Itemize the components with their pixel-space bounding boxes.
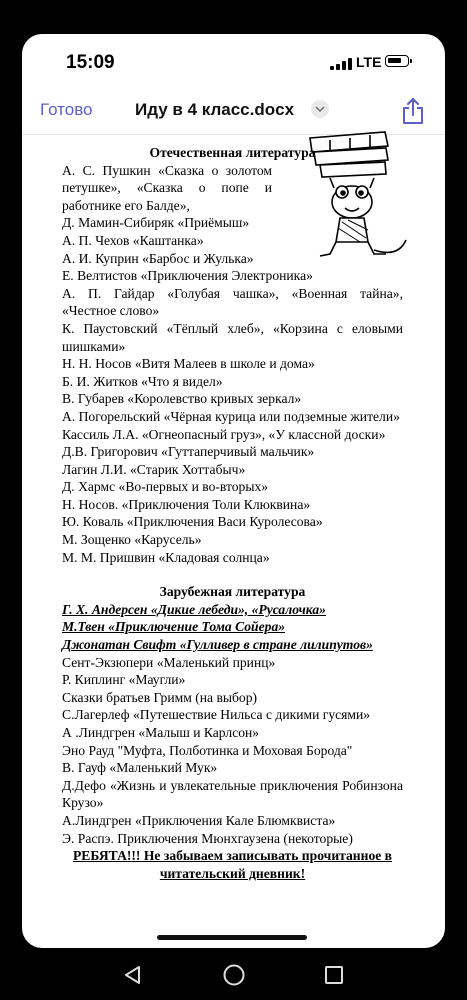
document-title[interactable]: Иду в 4 класс.docx bbox=[135, 100, 295, 119]
book-line: А. П. Гайдар «Голубая чашка», «Военная тайна», «Честное слово» bbox=[62, 285, 403, 319]
book-line: Н. Н. Носов «Витя Малеев в школе и дома» bbox=[62, 356, 315, 372]
book-line: Д.Дефо «Жизнь и увлекательные приключения Робинзона Крузо» bbox=[62, 777, 403, 811]
clock: 15:09 bbox=[66, 52, 115, 73]
book-line: Е. Велтистов «Приключения Электроника» bbox=[62, 268, 313, 284]
book-line: А. И. Куприн «Барбос и Жулька» bbox=[62, 250, 254, 266]
section-heading-domestic: Отечественная литература bbox=[149, 145, 316, 160]
recents-square-icon[interactable] bbox=[323, 964, 345, 991]
book-line: Н. Носов. «Приключения Толи Клюквина» bbox=[62, 496, 311, 512]
section-heading-foreign: Зарубежная литература bbox=[159, 584, 306, 600]
battery-icon bbox=[385, 55, 409, 67]
book-line: Д. Хармс «Во-первых и во-вторых» bbox=[62, 479, 269, 495]
reading-diary-reminder: РЕБЯТА!!! Не забываем записывать прочитанное в читательский дневник! bbox=[72, 848, 393, 881]
book-line: М. М. Пришвин «Кладовая солнца» bbox=[62, 549, 270, 565]
book-line: Д.В. Григорович «Гуттаперчивый мальчик» bbox=[62, 444, 315, 460]
book-line: А .Линдгрен «Малыш и Карлсон» bbox=[62, 725, 260, 740]
book-line: Сказки братьев Гримм (на выбор) bbox=[62, 689, 258, 705]
back-triangle-icon[interactable] bbox=[122, 964, 144, 991]
book-line: Б. И. Житков «Что я видел» bbox=[62, 373, 223, 389]
chevron-down-icon[interactable] bbox=[311, 100, 329, 118]
book-line-highlighted: Джонатан Свифт «Гулливер в стране лилипутов» bbox=[62, 637, 373, 653]
android-nav-bar bbox=[0, 950, 467, 1000]
done-button[interactable]: Готово bbox=[40, 100, 93, 119]
book-line: петушке», «Сказка о попе и bbox=[62, 180, 272, 196]
book-line: К. Паустовский «Тёплый хлеб», «Корзина с еловыми шишками» bbox=[62, 320, 403, 354]
home-indicator[interactable] bbox=[157, 935, 307, 940]
network-label: LTE bbox=[356, 54, 382, 70]
book-line: А.Линдгрен «Приключения Кале Блюмквиста» bbox=[62, 812, 336, 828]
book-line: Р. Киплинг «Маугли» bbox=[62, 672, 186, 688]
book-line-highlighted: М.Твен «Приключение Тома Сойера» bbox=[62, 619, 286, 635]
phone-screen bbox=[22, 34, 445, 948]
signal-icon bbox=[330, 58, 352, 70]
book-line: Эно Рауд "Муфта, Полботинка и Моховая Борода" bbox=[62, 742, 353, 758]
book-line: А. С. Пушкин «Сказка о золотом bbox=[62, 162, 272, 178]
book-line: А. Погорельский «Чёрная курица или подземные жители» bbox=[62, 408, 400, 424]
book-line: Э. Распэ. Приключения Мюнхгаузена (некоторые) bbox=[62, 830, 353, 846]
book-line: В. Губарев «Королевство кривых зеркал» bbox=[62, 391, 302, 407]
share-icon[interactable] bbox=[400, 96, 426, 126]
book-line: С.Лагерлеф «Путешествие Нильса с дикими гусями» bbox=[62, 707, 371, 723]
book-line: В. Гауф «Маленький Мук» bbox=[62, 760, 218, 776]
home-circle-icon[interactable] bbox=[222, 963, 246, 992]
book-line: Ю. Коваль «Приключения Васи Куролесова» bbox=[62, 514, 323, 530]
book-line: М. Зощенко «Карусель» bbox=[62, 532, 202, 548]
book-line: Кассиль Л.А. «Огнеопасный груз», «У классной доски» bbox=[62, 426, 386, 442]
book-line: Сент-Экзюпери «Маленький принц» bbox=[62, 654, 276, 670]
document-page bbox=[62, 144, 403, 882]
book-line-highlighted: Г. Х. Андерсен «Дикие лебеди», «Русалочка» bbox=[62, 601, 326, 617]
status-bar bbox=[22, 34, 445, 96]
book-line: Лагин Л.И. «Старик Хоттабыч» bbox=[62, 461, 246, 477]
book-line: работнике его Балде», bbox=[62, 197, 190, 213]
book-line: Д. Мамин-Сибиряк «Приёмыш» bbox=[62, 215, 250, 231]
book-line: А. П. Чехов «Каштанка» bbox=[62, 232, 204, 248]
